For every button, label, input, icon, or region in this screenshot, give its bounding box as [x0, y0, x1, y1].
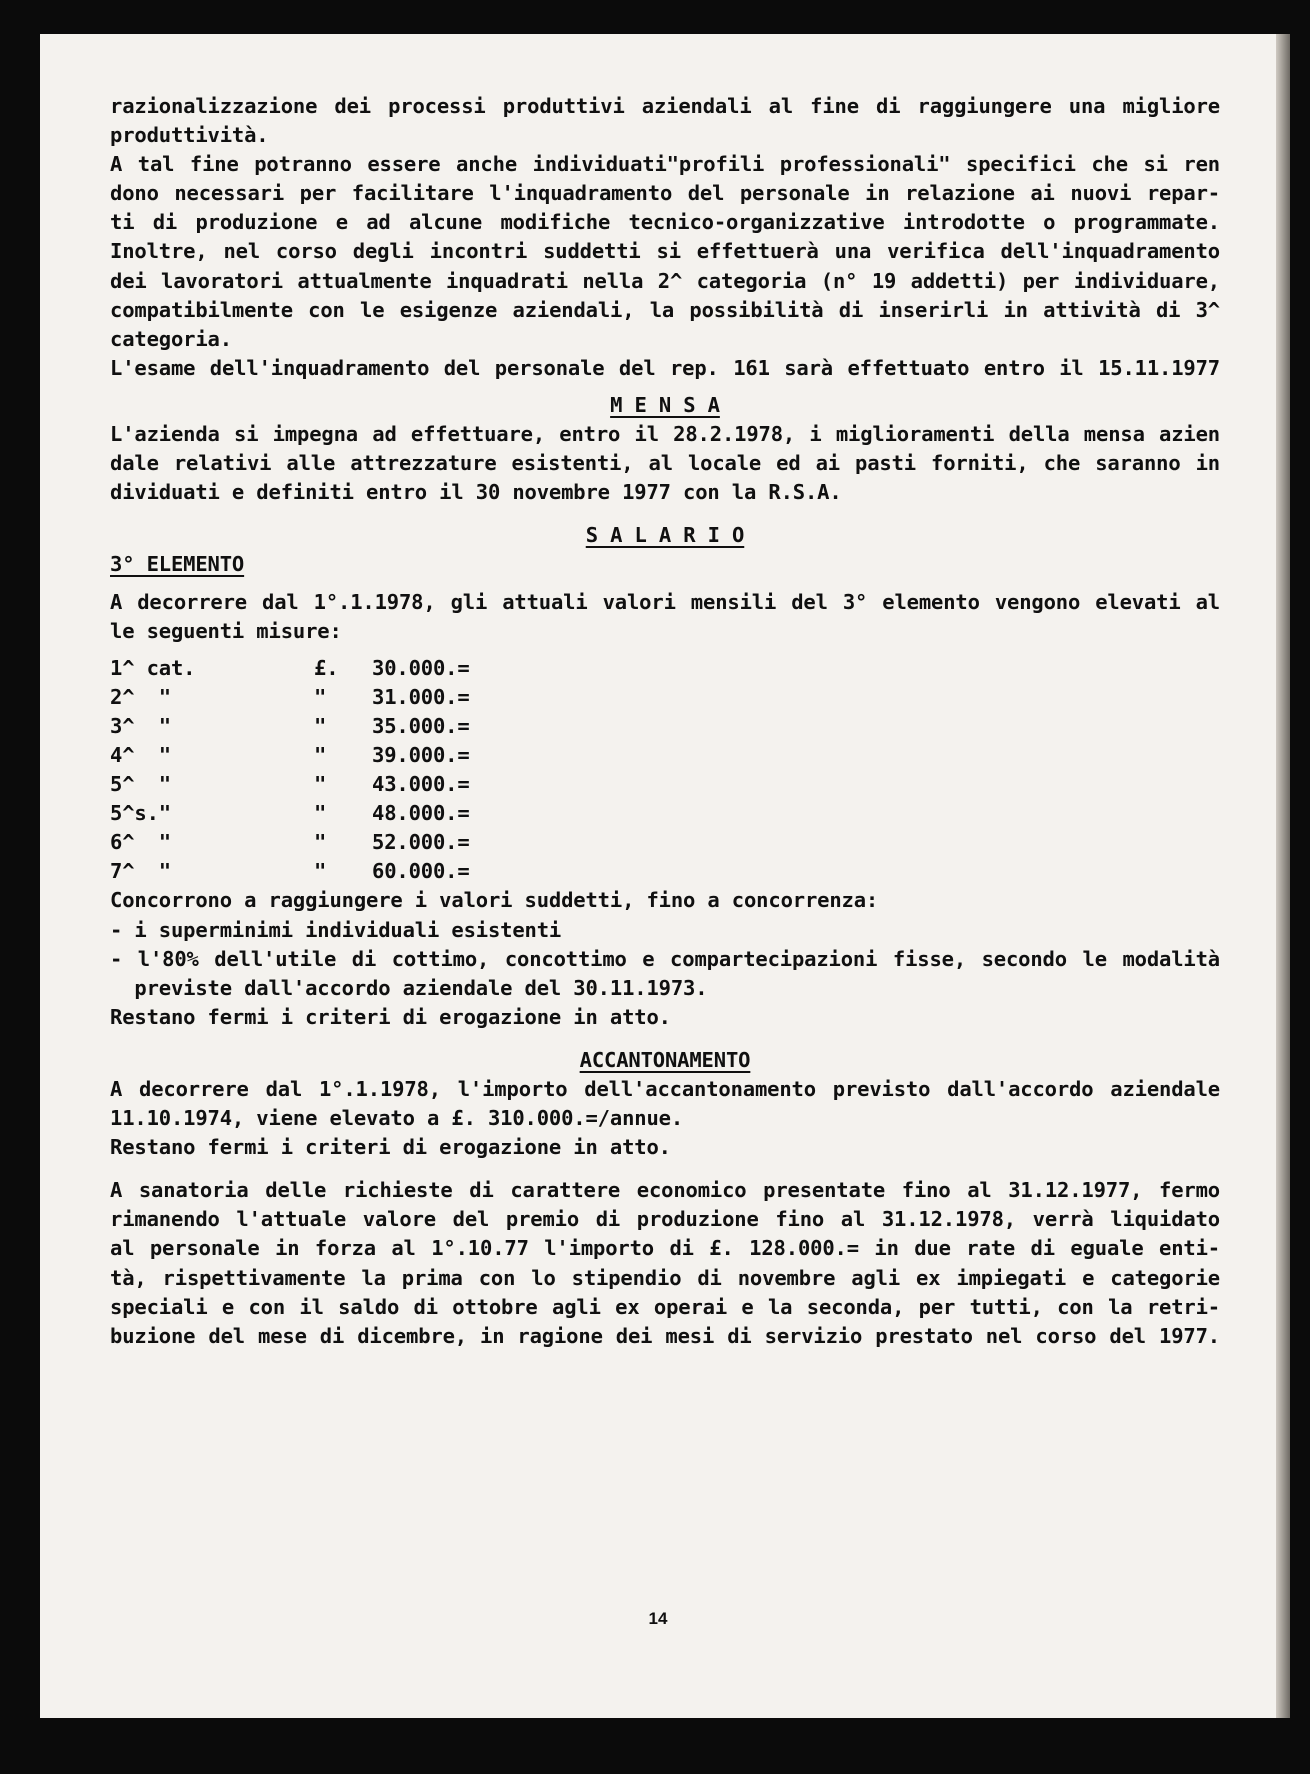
page-content [110, 92, 1220, 1351]
text-line: - l'80% dell'utile di cottimo, concottimo e compartecipazioni fisse, secondo le modalità [110, 946, 1220, 971]
text-line: categoria. [110, 326, 232, 351]
text-line: dividuati e definiti entro il 30 novembre 1977 con la R.S.A. [110, 480, 842, 505]
mensa-paragraph [110, 420, 1220, 507]
intro-paragraph [110, 92, 1220, 383]
category-label: 6^ " [110, 830, 171, 855]
text-line: tà, rispettivamente la prima con lo stipendio di novembre agli ex impiegati e categorie [110, 1265, 1220, 1290]
currency-label: " [314, 713, 327, 738]
text-line: A decorrere dal 1°.1.1978, l'importo dell'accantonamento previsto dall'accordo aziendale [110, 1077, 1220, 1101]
category-value: 48.000.= [372, 801, 470, 826]
text-line: 11.10.1974, viene elevato a £. 310.000.=/annue. [110, 1106, 684, 1131]
sanatoria-paragraph [110, 1176, 1220, 1351]
document-page [40, 34, 1276, 1718]
text-line: dale relativi alle attrezzature esistenti, al locale ed ai pasti forniti, che saranno in [110, 451, 1220, 476]
text-line: Restano fermi i criteri di erogazione in atto. [110, 1135, 671, 1160]
accantonamento-heading: ACCANTONAMENTO [579, 1047, 751, 1072]
salario-notes [110, 886, 1220, 1031]
category-value: 35.000.= [372, 713, 470, 738]
text-line: le seguenti misure: [110, 618, 342, 643]
text-line: A sanatoria delle richieste di carattere economico presentate fino al 31.12.1977, fermo [110, 1178, 1220, 1203]
category-value: 52.000.= [372, 830, 470, 855]
category-value: 43.000.= [372, 772, 470, 797]
currency-label: " [314, 742, 327, 767]
currency-label: " [314, 830, 327, 855]
category-label: 5^s." [110, 801, 171, 826]
category-row [110, 770, 1220, 799]
text-line: rimanendo l'attuale valore del premio di produzione fino al 31.12.1978, verrà liquidato [110, 1207, 1220, 1232]
text-line: A tal fine potranno essere anche individuati"profili professionali" specifici che si ren [110, 152, 1220, 177]
category-value: 60.000.= [372, 859, 470, 884]
text-line: dei lavoratori attualmente inquadrati nella 2^ categoria (n° 19 addetti) per individuare, [110, 268, 1220, 293]
text-line: produttività. [110, 123, 269, 148]
text-line: Restano fermi i criteri di erogazione in atto. [110, 1004, 671, 1029]
category-label: 1^ cat. [110, 655, 196, 680]
text-line: speciali e con il saldo di ottobre agli ex operai e la seconda, per tutti, con la retri- [110, 1294, 1220, 1319]
text-line: al personale in forza al 1°.10.77 l'importo di £. 128.000.= in due rate di eguale enti- [110, 1236, 1220, 1261]
text-line: Inoltre, nel corso degli incontri suddetti si effettuerà una verifica dell'inquadramento [110, 239, 1220, 264]
category-label: 3^ " [110, 713, 171, 738]
category-row [110, 712, 1220, 741]
category-table [110, 654, 1220, 887]
text-line: ti di produzione e ad alcune modifiche tecnico-organizzative introdotte o programmate. [110, 210, 1220, 235]
salario-heading: S A L A R I O [585, 523, 745, 548]
currency-label: " [314, 684, 327, 709]
text-line: A decorrere dal 1°.1.1978, gli attuali valori mensili del 3° elemento vengono elevati al [110, 589, 1220, 614]
mensa-heading: M E N S A [610, 392, 720, 417]
category-row [110, 683, 1220, 712]
currency-label: " [314, 772, 327, 797]
text-line: buzione del mese di dicembre, in ragione dei mesi di servizio prestato nel corso del 1977. [110, 1323, 1220, 1348]
category-row [110, 857, 1220, 886]
category-row [110, 799, 1220, 828]
page-number: 14 [648, 1609, 668, 1628]
text-line: L'azienda si impegna ad effettuare, entro il 28.2.1978, i miglioramenti della mensa azien [110, 422, 1220, 447]
text-line: L'esame dell'inquadramento del personale del rep. 161 sarà effettuato entro il 15.11.1977 [110, 355, 1220, 380]
accantonamento-paragraph [110, 1075, 1220, 1162]
category-value: 31.000.= [372, 684, 470, 709]
category-row [110, 654, 1220, 683]
currency-label: " [314, 801, 327, 826]
elemento-subheading: 3° ELEMENTO [110, 552, 245, 577]
category-row [110, 741, 1220, 770]
text-line: - i superminimi individuali esistenti [110, 917, 562, 942]
category-label: 7^ " [110, 859, 171, 884]
category-row [110, 828, 1220, 857]
category-label: 2^ " [110, 684, 171, 709]
category-label: 4^ " [110, 742, 171, 767]
text-line: razionalizzazione dei processi produttivi aziendali al fine di raggiungere una migliore [110, 94, 1220, 118]
currency-label: £. [314, 655, 339, 680]
category-value: 39.000.= [372, 742, 470, 767]
text-line: compatibilmente con le esigenze aziendali, la possibilità di inserirli in attività di 3^ [110, 297, 1220, 322]
text-line: previste dall'accordo aziendale del 30.11.1973. [110, 975, 708, 1000]
text-line: dono necessari per facilitare l'inquadramento del personale in relazione ai nuovi repar- [110, 181, 1220, 206]
currency-label: " [314, 859, 327, 884]
category-value: 30.000.= [372, 655, 470, 680]
page-edge-shadow [1276, 34, 1290, 1718]
text-line: Concorrono a raggiungere i valori suddetti, fino a concorrenza: [110, 888, 879, 913]
category-label: 5^ " [110, 772, 171, 797]
